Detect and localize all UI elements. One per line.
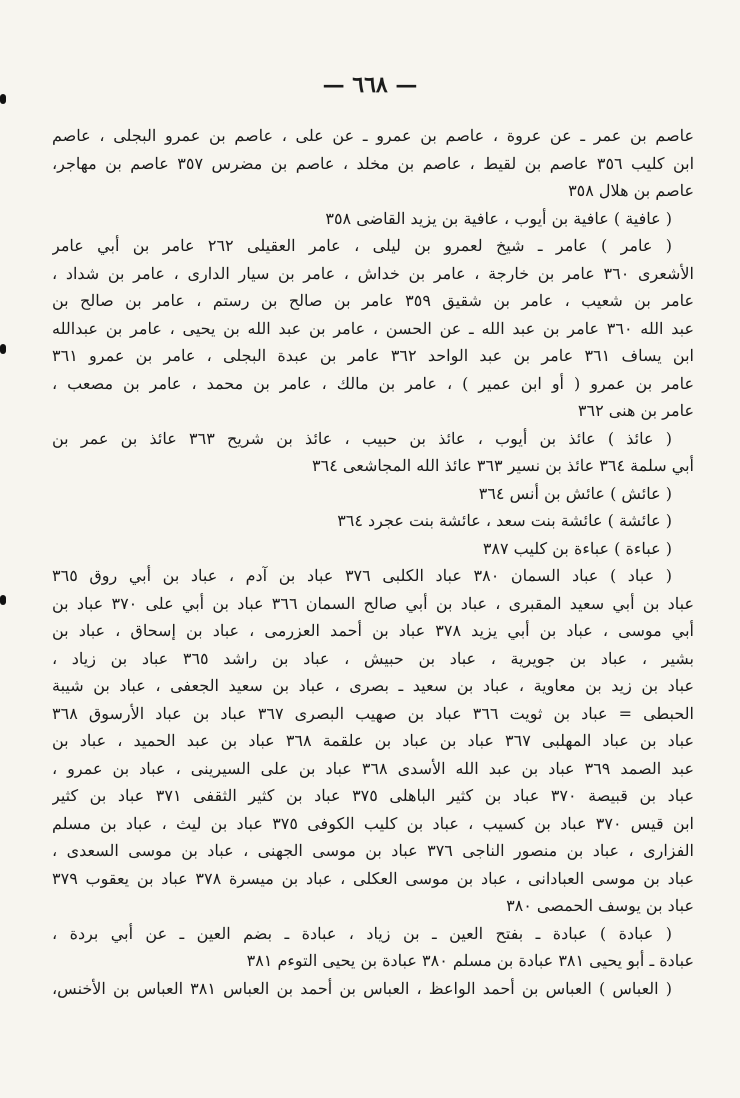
index-text-block <box>52 122 694 1002</box>
text-line: عبادة ـ أبو يحيى ٣٨١ عبادة بن مسلم ٣٨٠ عبادة بن يحيى التوءم ٣٨١ <box>246 951 694 970</box>
text-line: عبد الصمد ٣٦٩ عباد بن عبد الله الأسدى ٣٦٨ عباد بن على السيرينى ، عباد بن عمرو ، <box>52 758 694 778</box>
text-line: ( عافية ) عافية بن أيوب ، عافية بن يزيد القاضى ٣٥٨ <box>325 208 672 228</box>
text-line: الفزارى ، عباد بن منصور الناجى ٣٧٦ عباد بن موسى الجهنى ، عباد بن موسى السعدى ، <box>52 841 694 860</box>
text-line: بشير ، عباد بن جويرية ، عباد بن حبيش ، عباد بن راشد ٣٦٥ عباد بن زياد ، <box>52 648 694 668</box>
page-number: — ٦٦٨ — <box>322 72 418 98</box>
text-line: عباد بن موسى العبادانى ، عباد بن موسى العكلى ، عباد بن ميسرة ٣٧٨ عباد بن يعقوب ٣٧٩ <box>52 868 694 888</box>
text-line: أبي سلمة ٣٦٤ عائذ بن نسير ٣٦٣ عائذ الله المجاشعى ٣٦٤ <box>312 456 694 475</box>
text-line: أبي موسى ، عباد بن أبي يزيد ٣٧٨ عباد بن أحمد العزرمى ، عباد بن إسحاق ، عباد بن <box>52 621 694 640</box>
text-line: الحبطى = عباد بن ثويت ٣٦٦ عباد بن صهيب البصرى ٣٦٧ عباد بن عباد الأرسوق ٣٦٨ <box>52 703 694 723</box>
text-line: عباد بن قبيصة ٣٧٠ عباد بن كثير الباهلى ٣٧٥ عباد بن كثير الثقفى ٣٧١ عباد بن كثير <box>52 786 694 805</box>
text-line: عامر بن شعيب ، عامر بن شقيق ٣٥٩ عامر بن صالح بن رستم ، عامر بن صالح بن <box>52 291 694 310</box>
text-line: عباد بن عباد المهلبى ٣٦٧ عباد بن عباد بن علقمة ٣٦٨ عباد بن عبد الحميد ، عباد بن <box>52 731 694 750</box>
text-line: عامر بن عمرو ( أو ابن عمير ) ، عامر بن مالك ، عامر بن محمد ، عامر بن مصعب ، <box>52 373 694 393</box>
text-line: عاصم بن هلال ٣٥٨ <box>568 181 694 200</box>
text-line: ابن كليب ٣٥٦ عاصم بن لقيط ، عاصم بن مخلد ، عاصم بن مضرس ٣٥٧ عاصم بن مهاجر، <box>52 153 694 173</box>
text-line: عباد بن أبي سعيد المقبرى ، عباد بن أبي صالح السمان ٣٦٦ عباد بن أبي على ٣٧٠ عباد بن <box>52 593 694 613</box>
text-line: عبد الله ٣٦٠ عامر بن عبد الله ـ عن الحسن ، عامر بن عبد الله بن يحيى ، عامر بن عبدالله <box>52 318 694 338</box>
text-line: ( عباد ) عباد السمان ٣٨٠ عباد الكلبى ٣٧٦ عباد بن آدم ، عباد بن أبي روق ٣٦٥ <box>52 566 672 585</box>
text-line: عاصم بن عمر ـ عن عروة ، عاصم بن عمرو ـ عن على ، عاصم بن عمرو البجلى ، عاصم <box>52 126 694 145</box>
text-line: ( عامر ) عامر ـ شيخ لعمرو بن ليلى ، عامر العقيلى ٢٦٢ عامر بن أبي عامر <box>52 236 672 255</box>
text-line: ( عائذ ) عائذ بن أيوب ، عائذ بن حبيب ، عائذ بن شريح ٣٦٣ عائذ بن عمر بن <box>52 428 672 448</box>
margin-blot <box>0 94 6 104</box>
text-line: ابن يساف ٣٦١ عامر بن عبد الواحد ٣٦٢ عامر بن عبدة البجلى ، عامر بن عمرو ٣٦١ <box>52 346 694 365</box>
text-line: عامر بن هنى ٣٦٢ <box>577 401 694 420</box>
margin-blot <box>0 595 6 605</box>
text-line: ( عائش ) عائش بن أنس ٣٦٤ <box>478 483 672 503</box>
text-line: ( العباس ) العباس بن أحمد الواعظ ، العباس بن أحمد بن العباس ٣٨١ العباس بن الأخنس، <box>52 978 673 998</box>
text-line: عباد بن زيد بن معاوية ، عباد بن سعيد ـ بصرى ، عباد بن سعيد الجعفى ، عباد بن شيبة <box>52 676 694 695</box>
text-line: ( عائشة ) عائشة بنت سعد ، عائشة بنت عجرد ٣٦٤ <box>337 511 672 530</box>
text-line: ( عبادة ) عبادة ـ بفتح العين ـ بن زياد ، عبادة ـ بضم العين ـ عن أبي بردة ، <box>52 923 672 943</box>
margin-blot <box>0 344 6 354</box>
text-line: ابن قيس ٣٧٠ عباد بن كسيب ، عباد بن كليب الكوفى ٣٧٥ عباد بن ليث ، عباد بن مسلم <box>52 813 694 833</box>
text-line: الأشعرى ٣٦٠ عامر بن خارجة ، عامر بن خداش ، عامر بن سيار الدارى ، عامر بن شداد ، <box>52 263 694 283</box>
text-line: عباد بن يوسف الحمصى ٣٨٠ <box>506 896 694 915</box>
text-line: ( عباءة ) عباءة بن كليب ٣٨٧ <box>482 538 672 558</box>
